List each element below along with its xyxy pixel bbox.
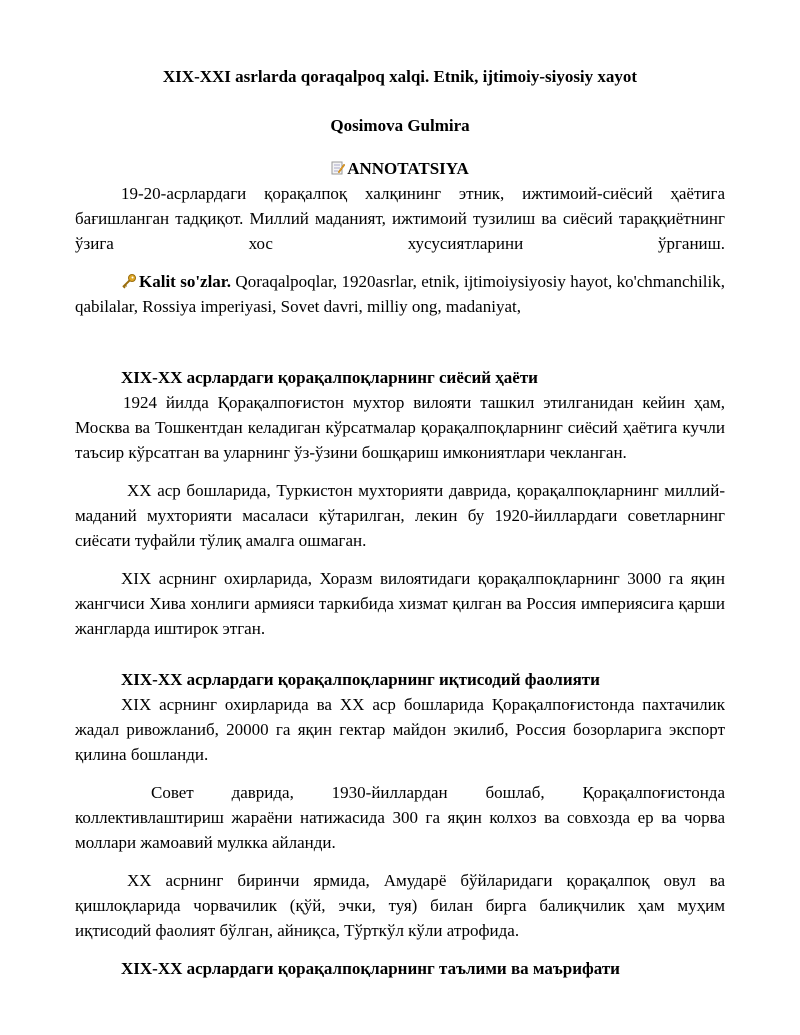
section-paragraph: XX аср бошларида, Туркистон мухторияти даврида, қорақалпоқларнинг миллий-маданий мухторияти масаласи кўтарилган, лекин бу 1920-йиллардаги советларнинг сиёсати туфайли тўлиқ амалга ошмаган. (75, 481, 725, 550)
document-page (75, 60, 725, 981)
annotation-text: 19-20-асрлардаги қорақалпоқ халқининг этник, ижтимоий-сиёсий ҳаётига бағишланган тадқиқот. Миллий маданият, ижтимоий тузилиш ва сиёсий тараққиётнинг ўзига хос хусусиятларини ўрганиш. (75, 184, 725, 253)
keywords-text: Qoraqalpoqlar, 1920asrlar, etnik, ijtimoiysiyosiy hayot, ko'chmanchilik, qabilalar, Rossiya imperiyasi, Sovet davri, milliy ong, madaniyat, (75, 272, 725, 316)
section-heading: XIX-XX асрлардаги қорақалпоқларнинг иқтисодий фаолияти (121, 670, 600, 689)
paper-title: XIX-XXI asrlarda qoraqalpoq xalqi. Etnik, ijtimoiy-siyosiy xayot (162, 67, 638, 86)
key-icon (121, 273, 137, 289)
author-name: Qosimova Gulmira (330, 116, 470, 135)
section-paragraph: Совет даврида, 1930-йиллардан бошлаб, Қорақалпоғистонда коллективлаштириш жараёни натижасида 300 га яқин колхоз ва совхозда ер ва чорва моллари жамоавий мулкка айланди. (75, 783, 725, 852)
annotation-heading-text: ANNOTATSIYA (347, 159, 469, 178)
keywords-label: Kalit so'zlar. (139, 272, 232, 291)
memo-pencil-icon (331, 161, 345, 175)
keywords-paragraph (75, 269, 725, 319)
section-paragraph: XIX асрнинг охирларида, Хоразм вилоятидаги қорақалпоқларнинг 3000 га яқин жангчиси Хива хонлиги армияси таркибида хизмат қилган ва Россия империясига қарши жангларда иштирок этган. (75, 569, 725, 638)
section-heading: XIX-XX асрлардаги қорақалпоқларнинг таълими ва маърифати (121, 959, 620, 978)
section-heading: XIX-XX асрлардаги қорақалпоқларнинг сиёсий ҳаёти (121, 368, 538, 387)
section-paragraph: XX асрнинг биринчи ярмида, Амударё бўйларидаги қорақалпоқ овул ва қишлоқларида чорвачилик (қўй, эчки, туя) билан бирга балиқчилик ҳам муҳим иқтисодий фаолият бўлган, айниқса, Тўрткўл кўли атрофида. (75, 871, 725, 940)
annotation-heading (75, 156, 725, 181)
section-paragraph: 1924 йилда Қорақалпоғистон мухтор вилояти ташкил этилганидан кейин ҳам, Москва ва Тошкентдан келадиган кўрсатмалар қорақалпоқларнинг сиёсий ҳаётига кучли таъсир кўрсатган ва уларнинг ўз-ўзини бошқариш имкониятлари чекланган. (75, 393, 725, 462)
section-paragraph: XIX асрнинг охирларида ва XX аср бошларида Қорақалпоғистонда пахтачилик жадал ривожланиб, 20000 га яқин гектар майдон экилиб, Россия бозорларига экспорт қилина бошланди. (75, 695, 725, 764)
